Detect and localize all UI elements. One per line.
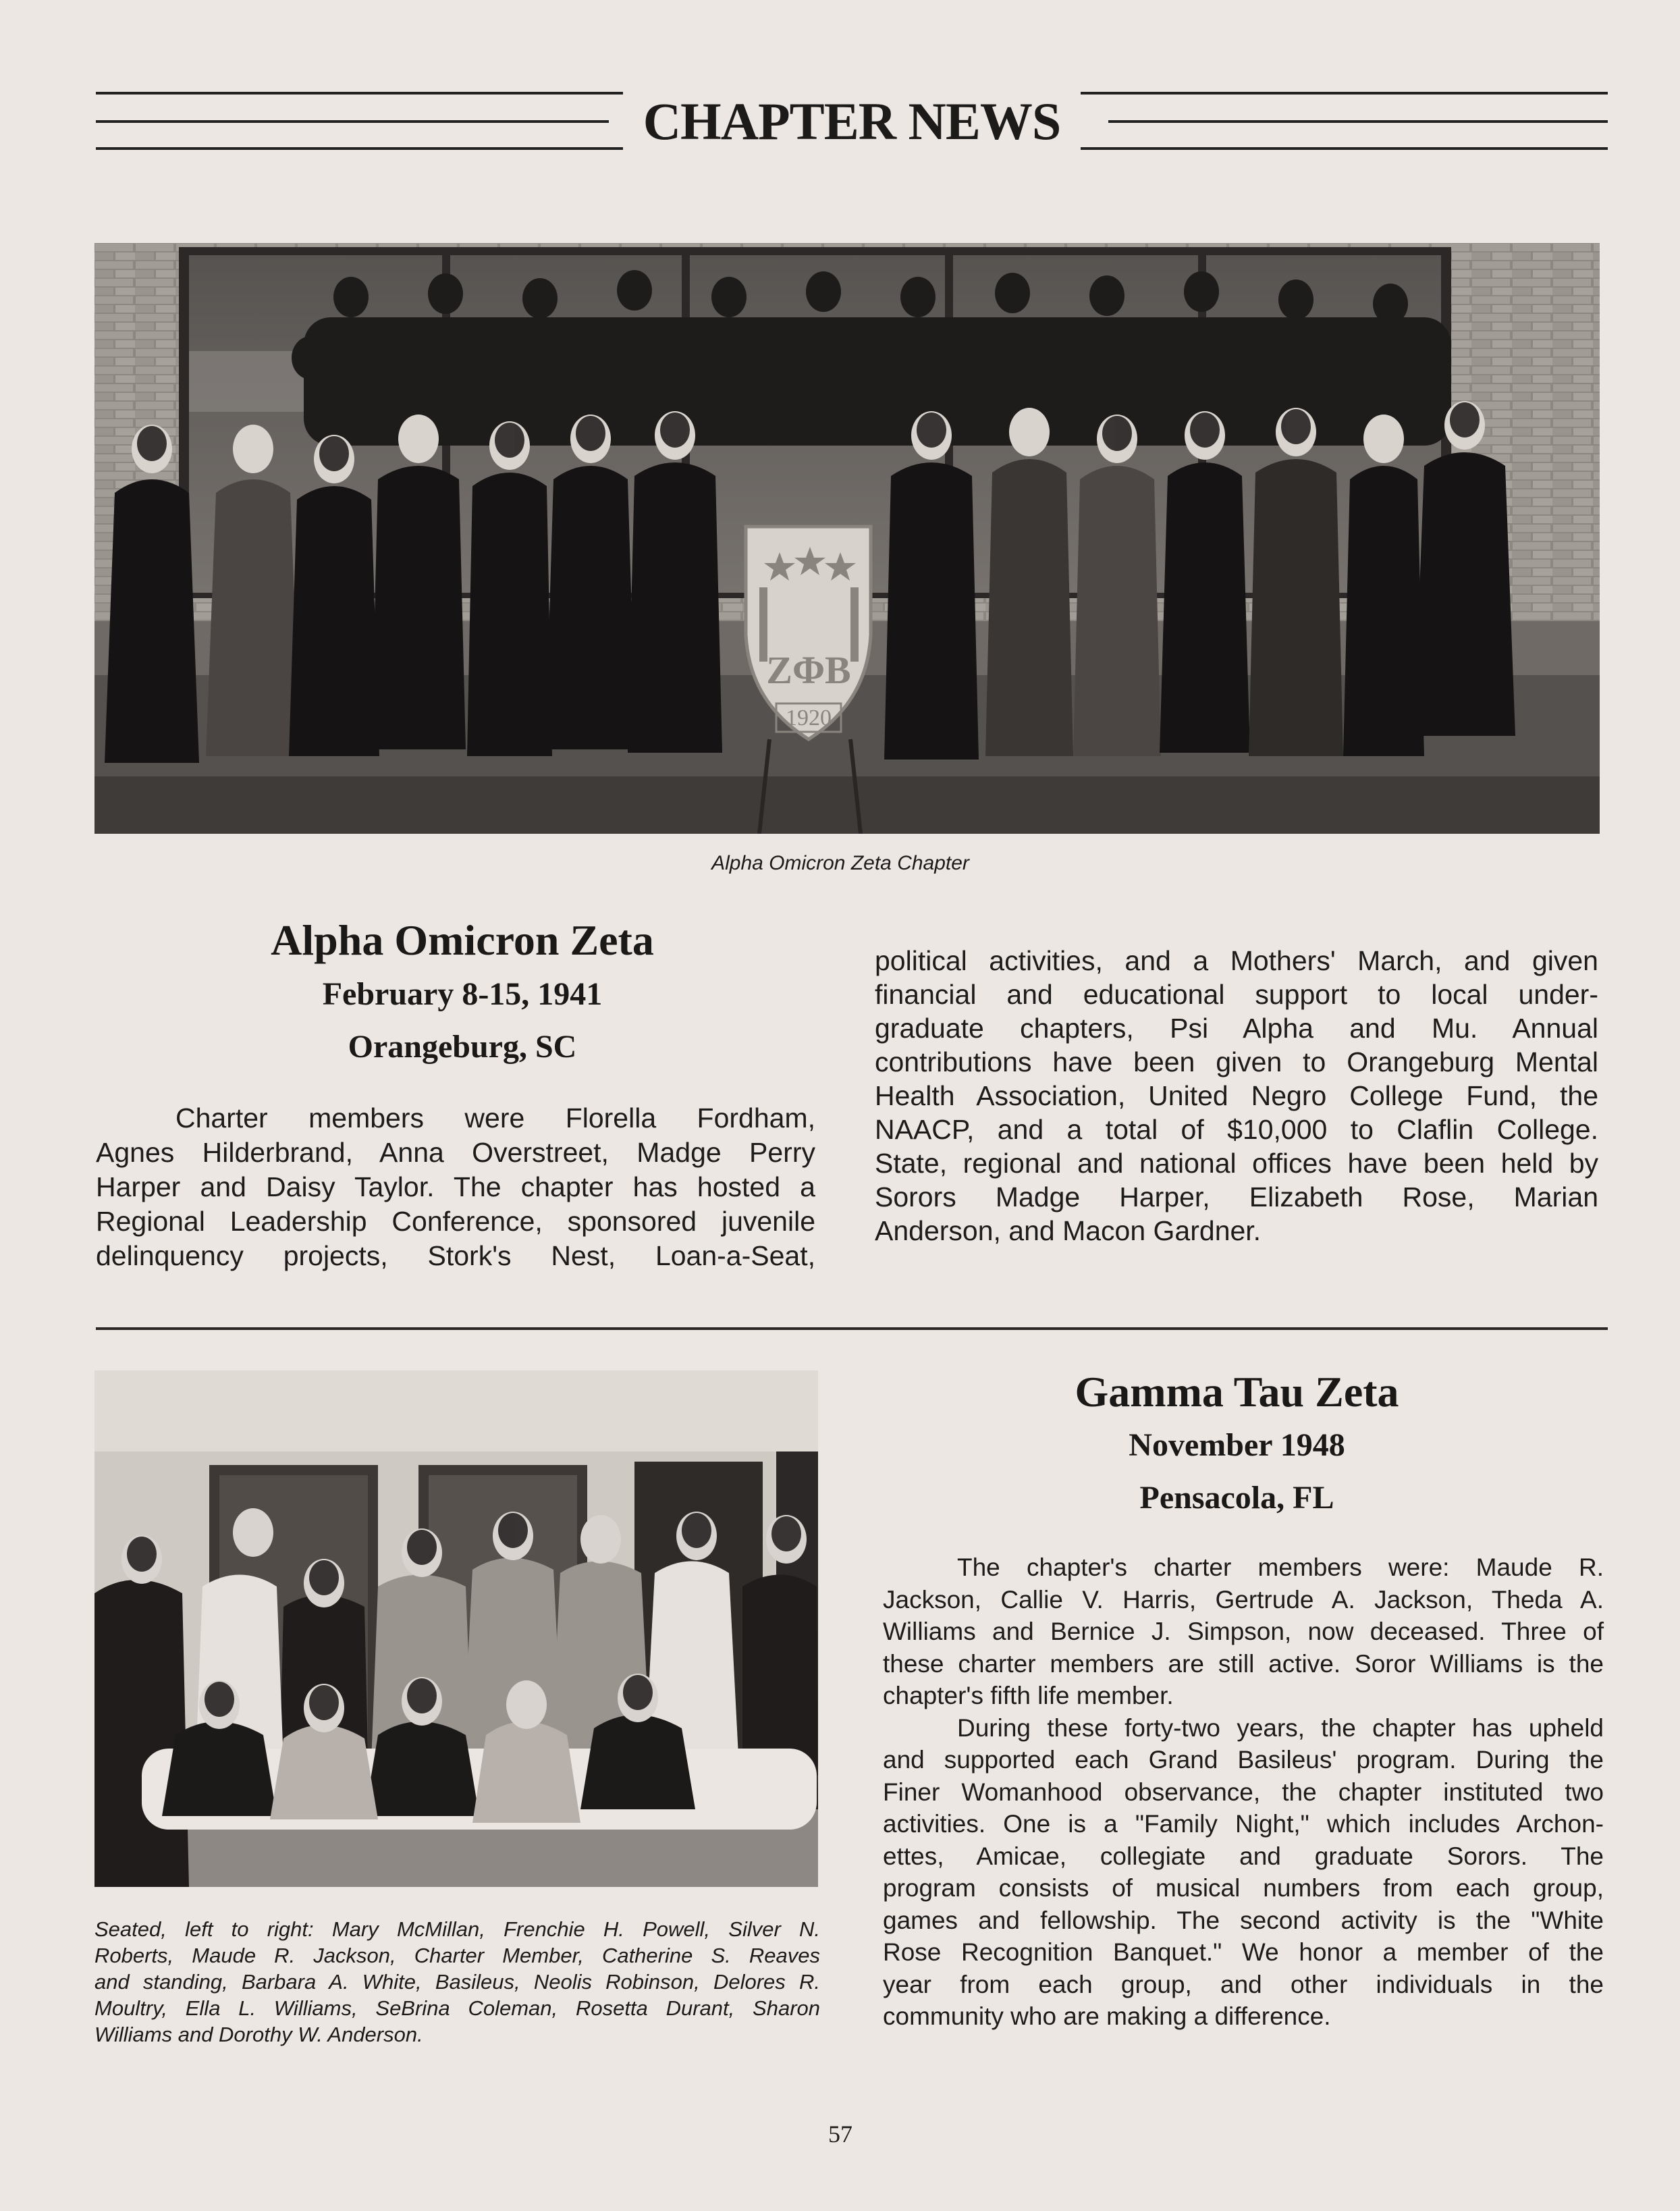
- article2-location: Pensacola, FL: [1139, 1480, 1334, 1516]
- article2-line: During these forty-two years, the chapter has upheld: [957, 1713, 1604, 1742]
- shield-letters: ZΦB: [766, 648, 851, 692]
- article2-title: Gamma Tau Zeta: [1075, 1368, 1399, 1416]
- top-photo-caption: Alpha Omicron Zeta Chapter: [711, 852, 969, 874]
- section-title: CHAPTER NEWS: [96, 95, 1608, 149]
- article2-line: Finer Womanhood observance, the chapter instituted two: [883, 1778, 1604, 1806]
- article1-line: Agnes Hilderbrand, Anna Overstreet, Madge Perry: [96, 1137, 815, 1168]
- caption-line: and standing, Barbara A. White, Basileus, Neolis Robinson, Delores R.: [94, 1970, 820, 1994]
- section-divider: [96, 1327, 1608, 1330]
- article2-line: ettes, Amicae, collegiate and graduate Sorors. The: [883, 1842, 1604, 1870]
- page-number: 57: [828, 2121, 852, 2148]
- article1-date: February 8-15, 1941: [322, 976, 603, 1012]
- article2-line: year from each group, and other individuals in the: [883, 1970, 1604, 1998]
- caption-line: Seated, left to right: Mary McMillan, Frenchie H. Powell, Silver N.: [94, 1917, 820, 1941]
- gamma-tau-zeta-photo-image: [94, 1370, 818, 1887]
- article2-line: community who are making a difference.: [883, 2002, 1331, 2030]
- article2-line: these charter members are still active. Soror Williams is the: [883, 1649, 1604, 1678]
- article1-line: contributions have been given to Orangeburg Mental: [875, 1046, 1598, 1077]
- article1-line: delinquency projects, Stork's Nest, Loan-a-Seat,: [96, 1240, 815, 1271]
- article2-line: and supported each Grand Basileus' program. During the: [883, 1746, 1604, 1774]
- article1-line: Anderson, and Macon Gardner.: [875, 1215, 1262, 1246]
- article1-line: financial and educational support to local under-: [875, 979, 1598, 1010]
- article2-line: activities. One is a "Family Night," which includes Archon-: [883, 1810, 1604, 1838]
- caption-line: Roberts, Maude R. Jackson, Charter Member, Catherine S. Reaves: [94, 1944, 820, 1967]
- article2-line: Williams and Bernice J. Simpson, now deceased. Three of: [883, 1618, 1604, 1645]
- article2-line: Jackson, Callie V. Harris, Gertrude A. Jackson, Theda A.: [883, 1585, 1604, 1614]
- shield-year: 1920: [786, 705, 832, 730]
- article1-line: State, regional and national offices have been held by: [875, 1148, 1598, 1179]
- article2-line: The chapter's charter members were: Maude R.: [957, 1553, 1604, 1581]
- article1-line: Health Association, United Negro College Fund, the: [875, 1080, 1598, 1111]
- bottom-photo-caption: [94, 1916, 820, 2048]
- article2-date: November 1948: [1129, 1427, 1345, 1463]
- chapter-group-photo-image: [94, 243, 1600, 834]
- article1-title: Alpha Omicron Zeta: [271, 916, 654, 964]
- article2-line: chapter's fifth life member.: [883, 1682, 1174, 1709]
- article1-column-right: [875, 944, 1598, 1248]
- gamma-tau-zeta-photo: [94, 1370, 818, 1887]
- caption-line: Williams and Dorothy W. Anderson.: [94, 2023, 423, 2046]
- article1-location: Orangeburg, SC: [348, 1029, 577, 1065]
- article1-line: Charter members were Florella Fordham,: [175, 1102, 815, 1134]
- section-header: [96, 90, 1608, 151]
- article2-line: games and fellowship. The second activity is the "White: [883, 1906, 1604, 1934]
- article1-line: Regional Leadership Conference, sponsored juvenile: [96, 1206, 815, 1237]
- caption-line: Moultry, Ella L. Williams, SeBrina Coleman, Rosetta Durant, Sharon: [94, 1996, 820, 2020]
- article1-line: graduate chapters, Psi Alpha and Mu. Annual: [875, 1013, 1598, 1044]
- article1-column-left: [96, 1101, 815, 1273]
- article1-line: Sorors Madge Harper, Elizabeth Rose, Marian: [875, 1181, 1598, 1213]
- article2-body: [883, 1551, 1604, 2033]
- article1-line: NAACP, and a total of $10,000 to Claflin College.: [875, 1114, 1598, 1145]
- article2-line: program consists of musical numbers from each group,: [883, 1874, 1604, 1902]
- article2-line: Rose Recognition Banquet." We honor a member of the: [883, 1938, 1604, 1966]
- article1-line: political activities, and a Mothers' March, and given: [875, 945, 1598, 976]
- chapter-group-photo: [94, 243, 1600, 834]
- article1-line: Harper and Daisy Taylor. The chapter has hosted a: [96, 1171, 815, 1202]
